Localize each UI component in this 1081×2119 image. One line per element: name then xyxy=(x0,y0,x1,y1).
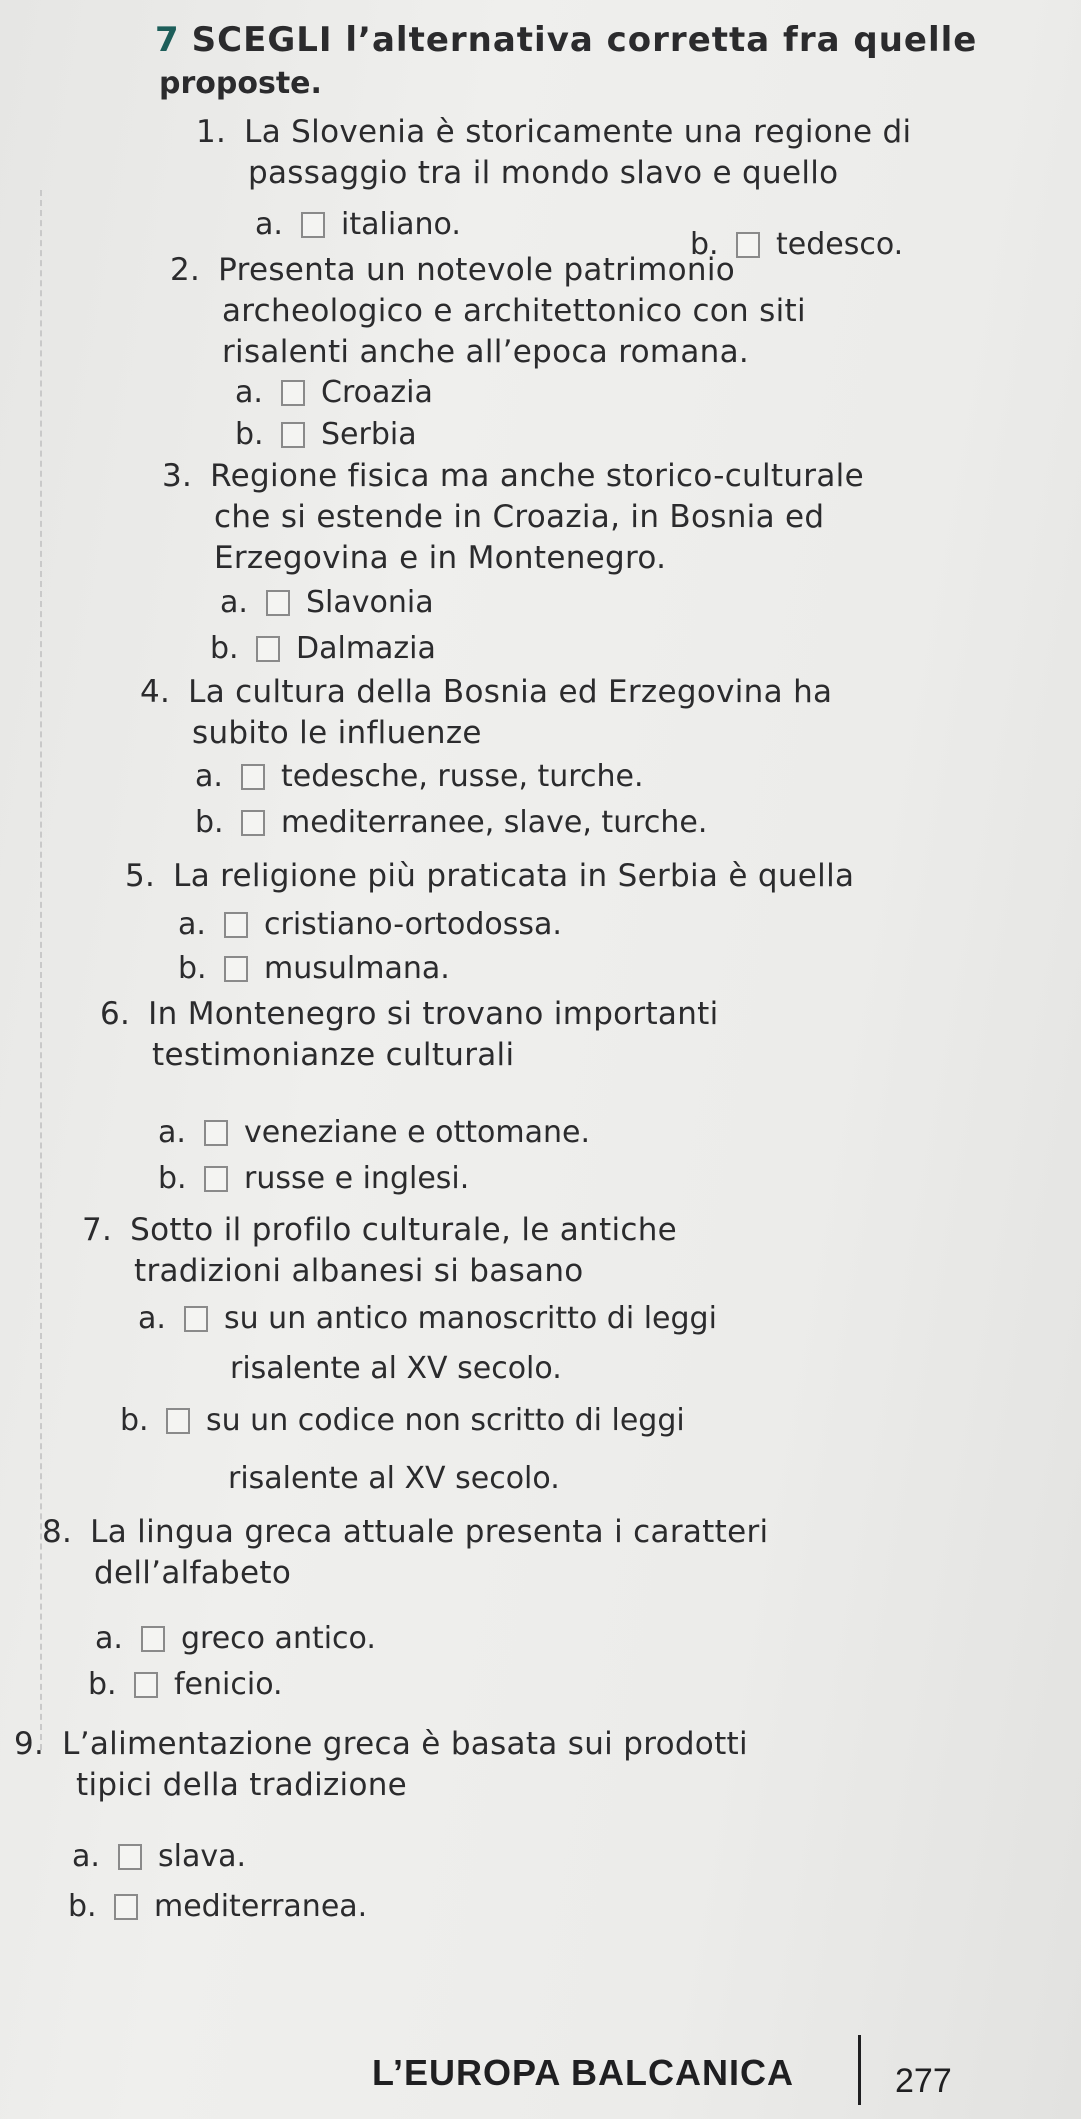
option-checkbox[interactable] xyxy=(281,422,305,448)
option-2b[interactable] xyxy=(235,416,417,454)
question-2 xyxy=(170,250,806,373)
option-9a[interactable] xyxy=(72,1838,246,1876)
option-checkbox[interactable] xyxy=(134,1672,158,1698)
question-text-line: Regione fisica ma anche storico-culturale xyxy=(210,458,864,494)
option-text: Serbia xyxy=(321,417,417,452)
option-text: Slavonia xyxy=(306,585,434,620)
option-letter: b. xyxy=(195,805,224,840)
option-4b[interactable] xyxy=(195,804,707,842)
option-text-cont: risalente al XV secolo. xyxy=(228,1461,560,1496)
option-text: tedesco. xyxy=(776,227,904,262)
option-checkbox[interactable] xyxy=(281,380,305,406)
option-5b[interactable] xyxy=(178,950,450,988)
option-text: Dalmazia xyxy=(296,631,436,666)
option-checkbox[interactable] xyxy=(301,212,325,238)
option-2a[interactable] xyxy=(235,374,433,412)
section-title: L’EUROPA BALCANICA xyxy=(372,2052,794,2093)
question-number: 4. xyxy=(140,674,171,710)
question-4 xyxy=(140,672,832,754)
option-letter: b. xyxy=(120,1403,149,1438)
exercise-instruction: SCEGLI l’alternativa corretta fra quelle xyxy=(191,20,978,60)
question-text-line: tipici della tradizione xyxy=(76,1767,408,1803)
question-number: 8. xyxy=(42,1514,73,1550)
option-letter: b. xyxy=(235,417,264,452)
option-checkbox[interactable] xyxy=(266,590,290,616)
question-5 xyxy=(125,856,854,897)
option-checkbox[interactable] xyxy=(166,1408,190,1434)
option-3b[interactable] xyxy=(210,630,436,668)
question-text-line: risalenti anche all’epoca romana. xyxy=(222,334,750,370)
option-checkbox[interactable] xyxy=(241,764,265,790)
option-text: italiano. xyxy=(341,207,461,242)
option-text: fenicio. xyxy=(174,1667,283,1702)
question-6 xyxy=(100,994,719,1076)
footer-divider xyxy=(858,2035,861,2105)
option-checkbox[interactable] xyxy=(204,1120,228,1146)
option-7b-cont xyxy=(228,1460,560,1498)
question-number: 7. xyxy=(82,1212,113,1248)
option-text-cont: risalente al XV secolo. xyxy=(230,1351,562,1386)
option-checkbox[interactable] xyxy=(114,1894,138,1920)
option-checkbox[interactable] xyxy=(241,810,265,836)
option-text: veneziane e ottomane. xyxy=(244,1115,590,1150)
question-number: 2. xyxy=(170,252,201,288)
question-text-line: subito le influenze xyxy=(192,715,482,751)
exercise-instruction-cont: proposte. xyxy=(159,66,322,101)
question-9 xyxy=(14,1724,748,1806)
option-checkbox[interactable] xyxy=(224,912,248,938)
option-text: musulmana. xyxy=(264,951,450,986)
option-text: mediterranee, slave, turche. xyxy=(281,805,708,840)
option-text: greco antico. xyxy=(181,1621,376,1656)
question-number: 5. xyxy=(125,858,156,894)
question-text-line: La religione più praticata in Serbia è quella xyxy=(173,858,855,894)
question-number: 3. xyxy=(162,458,193,494)
option-text: tedesche, russe, turche. xyxy=(281,759,644,794)
option-letter: a. xyxy=(178,907,206,942)
option-3a[interactable] xyxy=(220,584,434,622)
option-letter: a. xyxy=(72,1839,100,1874)
exercise-title xyxy=(155,18,1055,62)
option-letter: b. xyxy=(158,1161,187,1196)
question-text-line: La cultura della Bosnia ed Erzegovina ha xyxy=(188,674,833,710)
question-number: 1. xyxy=(196,114,227,150)
option-checkbox[interactable] xyxy=(118,1844,142,1870)
option-checkbox[interactable] xyxy=(184,1306,208,1332)
question-3 xyxy=(162,456,864,579)
question-8 xyxy=(42,1512,768,1594)
option-checkbox[interactable] xyxy=(204,1166,228,1192)
option-checkbox[interactable] xyxy=(256,636,280,662)
option-7b[interactable] xyxy=(120,1402,685,1440)
option-7a-cont xyxy=(230,1350,562,1388)
option-checkbox[interactable] xyxy=(224,956,248,982)
option-letter: a. xyxy=(158,1115,186,1150)
question-text-line: Presenta un notevole patrimonio xyxy=(218,252,736,288)
option-letter: a. xyxy=(95,1621,123,1656)
question-text-line: Sotto il profilo culturale, le antiche xyxy=(130,1212,678,1248)
option-1a[interactable] xyxy=(255,206,461,244)
option-letter: b. xyxy=(68,1889,97,1924)
question-text-line: testimonianze culturali xyxy=(152,1037,515,1073)
exercise-header xyxy=(155,18,1055,106)
option-letter: b. xyxy=(690,227,719,262)
option-letter: a. xyxy=(195,759,223,794)
option-checkbox[interactable] xyxy=(141,1626,165,1652)
question-text-line: La lingua greca attuale presenta i caratteri xyxy=(90,1514,769,1550)
page-number: 277 xyxy=(895,2062,952,2100)
question-7 xyxy=(82,1210,677,1292)
question-text-line: Erzegovina e in Montenegro. xyxy=(214,540,667,576)
option-letter: b. xyxy=(210,631,239,666)
option-text: slava. xyxy=(158,1839,247,1874)
option-7a[interactable] xyxy=(138,1300,717,1338)
option-letter: a. xyxy=(255,207,283,242)
option-5a[interactable] xyxy=(178,906,562,944)
option-text: Croazia xyxy=(321,375,433,410)
exercise-number: 7 xyxy=(155,20,180,60)
option-6b[interactable] xyxy=(158,1160,469,1198)
option-6a[interactable] xyxy=(158,1114,590,1152)
option-8a[interactable] xyxy=(95,1620,376,1658)
option-4a[interactable] xyxy=(195,758,643,796)
question-text-line: che si estende in Croazia, in Bosnia ed xyxy=(214,499,825,535)
option-8b[interactable] xyxy=(88,1666,283,1704)
option-text: su un antico manoscritto di leggi xyxy=(224,1301,717,1336)
option-letter: b. xyxy=(88,1667,117,1702)
option-letter: a. xyxy=(220,585,248,620)
question-text-line: passaggio tra il mondo slavo e quello xyxy=(248,155,839,191)
option-letter: a. xyxy=(235,375,263,410)
option-text: mediterranea. xyxy=(154,1889,368,1924)
question-text-line: archeologico e architettonico con siti xyxy=(222,293,806,329)
option-letter: a. xyxy=(138,1301,166,1336)
question-text-line: L’alimentazione greca è basata sui prodotti xyxy=(62,1726,748,1762)
option-9b[interactable] xyxy=(68,1888,367,1926)
option-letter: b. xyxy=(178,951,207,986)
question-text-line: tradizioni albanesi si basano xyxy=(134,1253,584,1289)
option-text: cristiano-ortodossa. xyxy=(264,907,562,942)
question-text-line: In Montenegro si trovano importanti xyxy=(148,996,719,1032)
option-text: russe e inglesi. xyxy=(244,1161,470,1196)
option-text: su un codice non scritto di leggi xyxy=(206,1403,685,1438)
question-number: 6. xyxy=(100,996,131,1032)
question-number: 9. xyxy=(14,1726,45,1762)
question-1 xyxy=(196,112,911,194)
question-text-line: dell’alfabeto xyxy=(94,1555,292,1591)
question-text-line: La Slovenia è storicamente una regione di xyxy=(244,114,912,150)
